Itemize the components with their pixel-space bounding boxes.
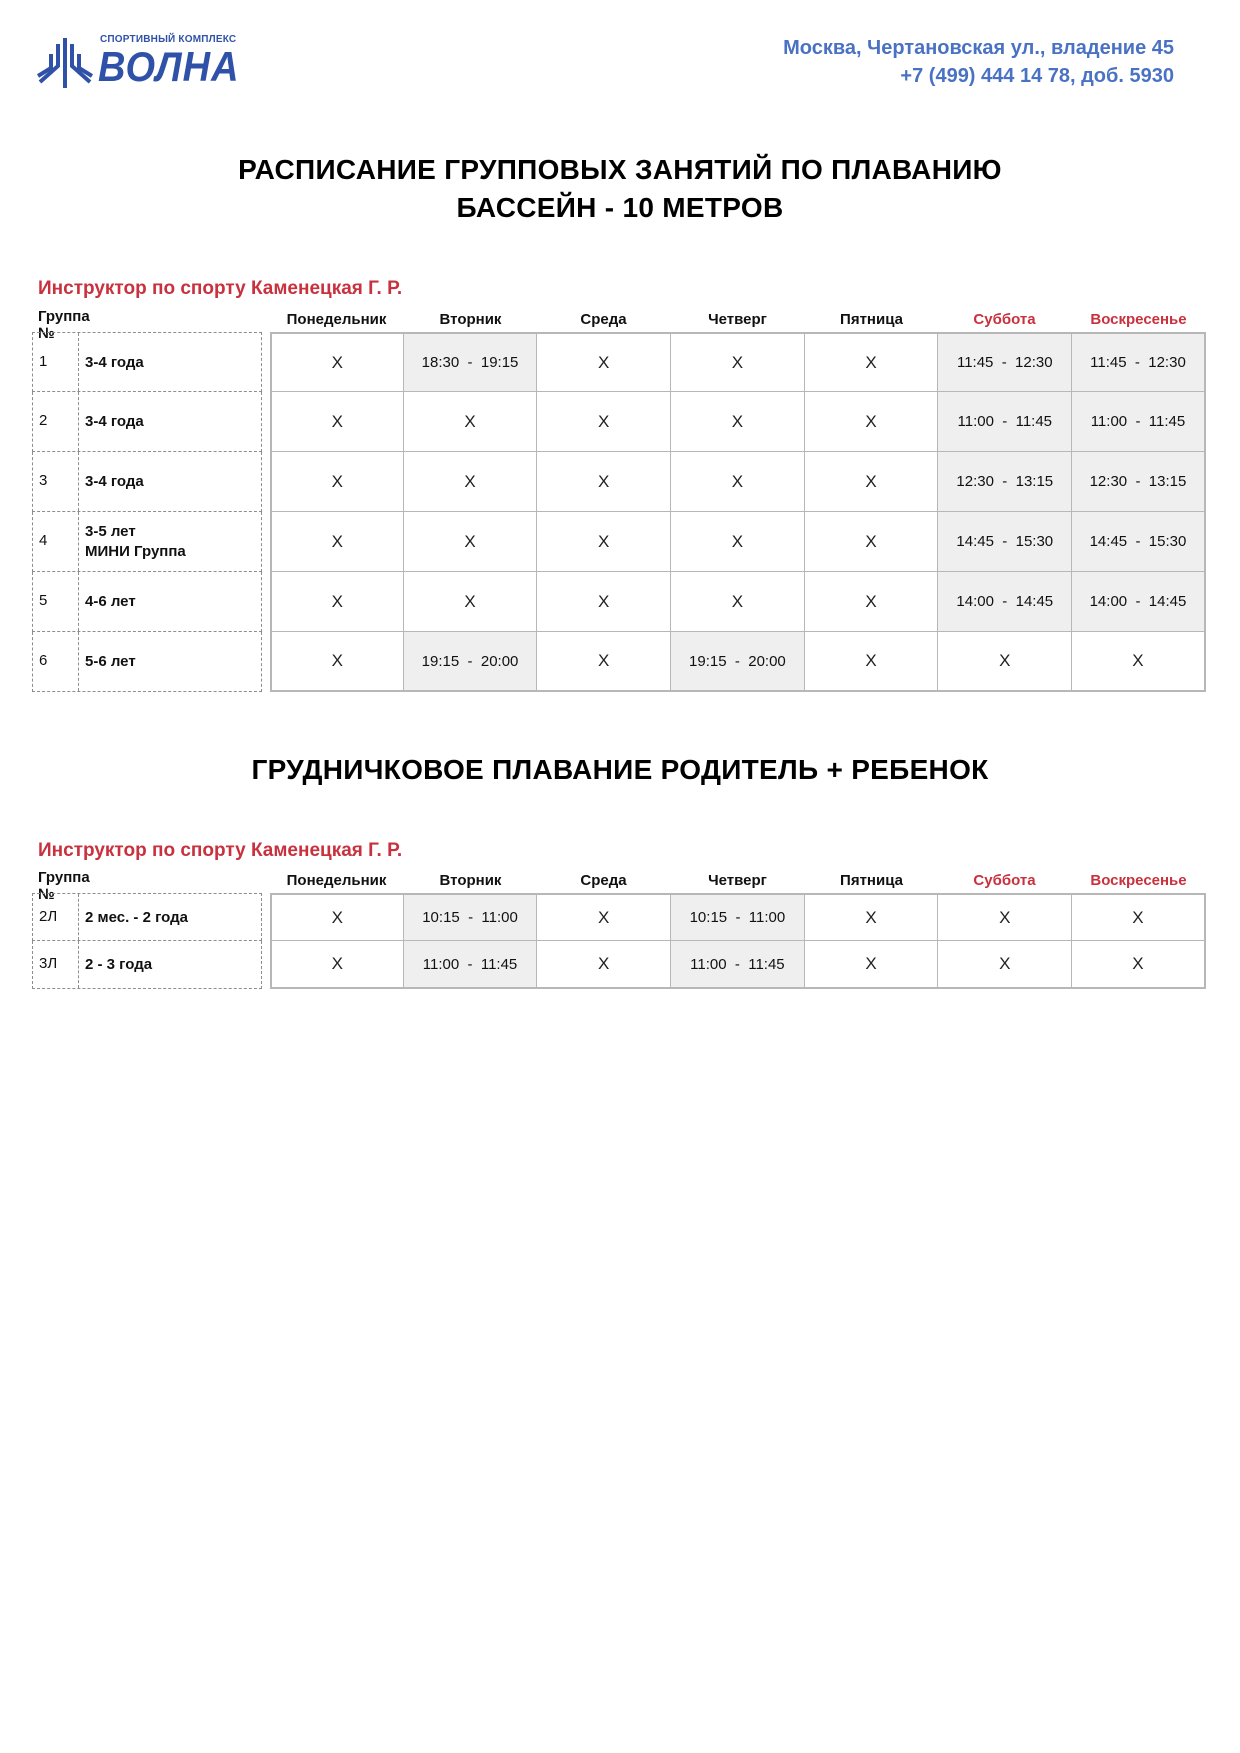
group-age-line: 3-4 года xyxy=(85,354,144,371)
group-age-line: 2 - 3 года xyxy=(85,956,153,973)
no-class-cell: X xyxy=(270,452,404,512)
no-class-cell: X xyxy=(805,893,939,941)
class-time-cell: 19:15 - 20:00 xyxy=(404,632,538,692)
day-header: Среда xyxy=(580,872,627,889)
no-class-cell: X xyxy=(270,512,404,572)
group-age-line: 4-6 лет xyxy=(85,593,136,610)
no-class-cell: X xyxy=(805,572,939,632)
day-header: Четверг xyxy=(708,872,767,889)
group-number: 3 xyxy=(39,472,48,489)
class-time-cell: 11:45 - 12:30 xyxy=(938,332,1072,392)
no-class-cell: X xyxy=(805,452,939,512)
day-cells xyxy=(270,452,1206,512)
no-class-cell: X xyxy=(404,512,538,572)
no-class-cell: X xyxy=(270,941,404,989)
group-age xyxy=(85,472,144,492)
group-divider xyxy=(78,452,79,511)
wave-logo-icon xyxy=(36,36,94,90)
group-age-line: 2 мес. - 2 года xyxy=(85,909,188,926)
group-age xyxy=(85,592,136,612)
group-column-header: Группа № xyxy=(38,869,90,903)
group-cell xyxy=(32,452,262,512)
day-header: Суббота xyxy=(973,311,1036,328)
group-cell xyxy=(32,941,262,989)
no-class-cell: X xyxy=(537,452,671,512)
no-class-cell: X xyxy=(537,332,671,392)
group-age-line: МИНИ Группа xyxy=(85,543,186,560)
logo-title: ВОЛНА xyxy=(98,44,240,92)
group-number: 4 xyxy=(39,532,48,549)
schedule-title: РАСПИСАНИЕ ГРУППОВЫХ ЗАНЯТИЙ ПО ПЛАВАНИЮ xyxy=(238,154,1002,185)
group-number: 1 xyxy=(39,353,48,370)
infant-swimming-title: ГРУДНИЧКОВОЕ ПЛАВАНИЕ РОДИТЕЛЬ + РЕБЕНОК xyxy=(251,754,989,785)
no-class-cell: X xyxy=(270,572,404,632)
class-time-cell: 14:45 - 15:30 xyxy=(938,512,1072,572)
no-class-cell: X xyxy=(938,632,1072,692)
no-class-cell: X xyxy=(270,392,404,452)
class-time-cell: 14:00 - 14:45 xyxy=(1072,572,1206,632)
group-divider xyxy=(78,632,79,691)
group-age xyxy=(85,522,186,562)
group-cell xyxy=(32,512,262,572)
class-time-cell: 11:00 - 11:45 xyxy=(404,941,538,989)
class-time-cell: 14:45 - 15:30 xyxy=(1072,512,1206,572)
group-cell xyxy=(32,893,262,941)
no-class-cell: X xyxy=(671,332,805,392)
group-column-header: Группа № xyxy=(38,308,90,342)
address: Москва, Чертановская ул., владение 45 xyxy=(783,37,1174,59)
day-header: Вторник xyxy=(439,311,502,328)
group-cell xyxy=(32,332,262,392)
day-header: Понедельник xyxy=(286,872,387,889)
group-number: 3Л xyxy=(39,955,58,972)
group-age xyxy=(85,652,136,672)
group-age-line: 3-4 года xyxy=(85,473,144,490)
group-divider xyxy=(78,333,79,391)
no-class-cell: X xyxy=(537,893,671,941)
class-time-cell: 18:30 - 19:15 xyxy=(404,332,538,392)
no-class-cell: X xyxy=(537,572,671,632)
day-header: Понедельник xyxy=(286,311,387,328)
group-divider xyxy=(78,894,79,940)
no-class-cell: X xyxy=(1072,893,1206,941)
logo xyxy=(36,32,240,92)
day-cells xyxy=(270,632,1206,692)
no-class-cell: X xyxy=(404,572,538,632)
group-divider xyxy=(78,941,79,988)
no-class-cell: X xyxy=(671,392,805,452)
group-age-line: 3-4 года xyxy=(85,413,144,430)
phone: +7 (499) 444 14 78, доб. 5930 xyxy=(900,65,1174,87)
no-class-cell: X xyxy=(537,392,671,452)
instructor-name: Инструктор по спорту Каменецкая Г. Р. xyxy=(38,278,403,299)
pool-subtitle: БАССЕЙН - 10 МЕТРОВ xyxy=(456,192,784,223)
no-class-cell: X xyxy=(537,512,671,572)
no-class-cell: X xyxy=(671,512,805,572)
class-time-cell: 19:15 - 20:00 xyxy=(671,632,805,692)
group-cell xyxy=(32,632,262,692)
no-class-cell: X xyxy=(270,893,404,941)
group-divider xyxy=(78,392,79,451)
class-time-cell: 14:00 - 14:45 xyxy=(938,572,1072,632)
day-cells xyxy=(270,941,1206,989)
group-number: 5 xyxy=(39,592,48,609)
class-time-cell: 10:15 - 11:00 xyxy=(671,893,805,941)
no-class-cell: X xyxy=(805,332,939,392)
no-class-cell: X xyxy=(270,332,404,392)
no-class-cell: X xyxy=(537,941,671,989)
group-cell xyxy=(32,392,262,452)
class-time-cell: 11:00 - 11:45 xyxy=(1072,392,1206,452)
no-class-cell: X xyxy=(671,452,805,512)
class-time-cell: 11:00 - 11:45 xyxy=(938,392,1072,452)
class-time-cell: 12:30 - 13:15 xyxy=(938,452,1072,512)
group-age xyxy=(85,353,144,373)
class-time-cell: 11:00 - 11:45 xyxy=(671,941,805,989)
group-cell xyxy=(32,572,262,632)
day-header: Воскресенье xyxy=(1090,311,1187,328)
class-time-cell: 10:15 - 11:00 xyxy=(404,893,538,941)
day-cells xyxy=(270,392,1206,452)
contact-block xyxy=(783,34,1174,90)
day-cells xyxy=(270,572,1206,632)
no-class-cell: X xyxy=(805,941,939,989)
day-header: Четверг xyxy=(708,311,767,328)
group-divider xyxy=(78,572,79,631)
group-number: 2Л xyxy=(39,908,58,925)
no-class-cell: X xyxy=(270,632,404,692)
day-cells xyxy=(270,512,1206,572)
group-age xyxy=(85,908,188,928)
group-age xyxy=(85,412,144,432)
group-divider xyxy=(78,512,79,571)
day-header: Пятница xyxy=(840,311,903,328)
group-number: 2 xyxy=(39,412,48,429)
day-cells xyxy=(270,332,1206,392)
no-class-cell: X xyxy=(805,632,939,692)
group-number: 6 xyxy=(39,652,48,669)
day-header: Воскресенье xyxy=(1090,872,1187,889)
no-class-cell: X xyxy=(938,893,1072,941)
no-class-cell: X xyxy=(805,512,939,572)
no-class-cell: X xyxy=(938,941,1072,989)
no-class-cell: X xyxy=(671,572,805,632)
no-class-cell: X xyxy=(1072,941,1206,989)
group-age-line: 3-5 лет xyxy=(85,523,136,540)
logo-subtitle: СПОРТИВНЫЙ КОМПЛЕКС xyxy=(100,34,237,45)
day-header: Вторник xyxy=(439,872,502,889)
no-class-cell: X xyxy=(404,392,538,452)
day-cells xyxy=(270,893,1206,941)
group-age xyxy=(85,955,152,975)
class-time-cell: 12:30 - 13:15 xyxy=(1072,452,1206,512)
day-header: Пятница xyxy=(840,872,903,889)
no-class-cell: X xyxy=(1072,632,1206,692)
instructor-name: Инструктор по спорту Каменецкая Г. Р. xyxy=(38,840,403,861)
day-header: Суббота xyxy=(973,872,1036,889)
class-time-cell: 11:45 - 12:30 xyxy=(1072,332,1206,392)
day-header: Среда xyxy=(580,311,627,328)
group-age-line: 5-6 лет xyxy=(85,653,136,670)
no-class-cell: X xyxy=(537,632,671,692)
no-class-cell: X xyxy=(404,452,538,512)
no-class-cell: X xyxy=(805,392,939,452)
